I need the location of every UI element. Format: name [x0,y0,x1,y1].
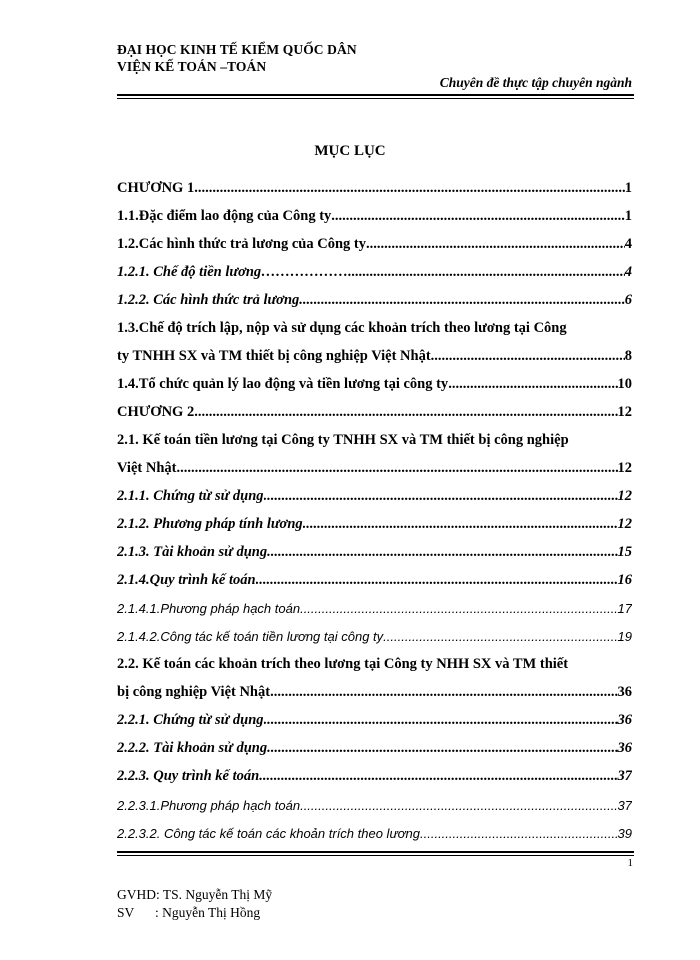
toc-entry-page: 12 [617,516,632,533]
footer-rule-thin [117,855,634,856]
toc-entry-2-2-3-2[interactable] [117,819,632,847]
toc-entry-2-1-4-2[interactable] [117,623,632,651]
toc-entry-page: 19 [617,629,632,645]
toc-entry-chuong-2[interactable] [117,398,632,426]
toc-entry-text: CHƯƠNG 1 [117,179,195,196]
toc-entry-text: Các hình thức trả lương của Công ty [138,235,366,252]
toc-entry-page: 4 [624,263,632,280]
toc-entry-page: 36 [617,684,632,701]
university-name: ĐẠI HỌC KINH TẾ KIỂM QUỐC DÂN [117,42,357,57]
toc-entry-2-2-2[interactable] [117,735,632,763]
toc-entry-text: Đặc điểm lao động của Công ty [138,207,332,224]
toc-entry-1-4[interactable] [117,370,632,398]
header-rule-thin [117,98,634,99]
toc-entry-number: 1.1. [117,207,139,224]
toc-entry-text-line1: 2.2. Kế toán các khoản trích theo lương tại Công ty NHH SX và TM thiết [117,656,569,673]
toc-entry-1-1[interactable] [117,202,632,230]
page-number: 1 [627,857,633,869]
toc-entry-text: bị công nghiệp Việt Nhật [117,684,271,701]
toc-entry-text: 2.1.4.2.Công tác kế toán tiền lương tại công ty [117,629,384,645]
toc-entry-text: 2.1.1. Chứng từ sử dụng [117,488,264,505]
table-of-contents [117,174,632,847]
toc-entry-page: 1 [624,207,632,224]
supervisor-line: GVHD: TS. Nguyễn Thị Mỹ [117,887,273,902]
toc-entry-number: 1.2. [117,235,139,252]
toc-entry-page: 6 [624,291,632,308]
toc-entry-text: 1.2.2. Các hình thức trả lương [117,291,300,308]
toc-entry-text: CHƯƠNG 2 [117,403,195,420]
toc-entry-text: 2.2.3. Quy trình kế toán [117,768,260,785]
toc-entry-page: 36 [617,712,632,729]
toc-entry-2-1-4[interactable] [117,567,632,595]
toc-entry-page: 36 [617,740,632,757]
toc-entry-text: 2.2.3.2. Công tác kế toán các khoản trích theo lương [117,825,421,841]
toc-entry-text: 2.1.2. Phương pháp tính lương [117,516,303,533]
student-label: SV [117,905,135,920]
toc-entry-2-1-1[interactable] [117,483,632,511]
toc-entry-page: 10 [617,375,632,392]
toc-entry-text: 2.1.3. Tài khoản sử dụng [117,544,268,561]
toc-entry-text: ty TNHH SX và TM thiết bị công nghiệp Việt Nhật [117,347,431,364]
toc-entry-page: 4 [624,235,632,252]
toc-entry-text-line1: 2.1. Kế toán tiền lương tại Công ty TNHH SX và TM thiết bị công nghiệp [117,431,569,448]
toc-entry-text: 2.1.4.Quy trình kế toán [117,572,256,589]
header-rule-thick [117,94,634,96]
toc-entry-1-2[interactable] [117,230,632,258]
toc-entry-2-2-1[interactable] [117,707,632,735]
toc-entry-page: 1 [624,179,632,196]
toc-entry-2-1-3[interactable] [117,539,632,567]
toc-entry-text: 2.1.4.1.Phương pháp hạch toán [117,601,301,617]
toc-entry-2-1[interactable] [117,426,632,482]
toc-entry-2-2[interactable] [117,651,632,707]
toc-entry-text: 2.2.1. Chứng từ sử dụng [117,712,264,729]
report-type: Chuyên đề thực tập chuyên ngành [439,75,632,90]
toc-entry-page: 17 [617,601,632,617]
toc-entry-text: Việt Nhật [117,459,177,476]
footer-rule-thick [117,851,634,853]
toc-entry-page: 8 [624,347,632,364]
toc-entry-page: 39 [617,825,632,841]
toc-entry-2-2-3[interactable] [117,763,632,791]
toc-entry-page: 37 [617,797,632,813]
toc-entry-page: 12 [617,403,632,420]
toc-entry-text: 1.2.1. Chế độ tiền lương………………. [117,263,352,280]
toc-entry-text: 1.4.Tổ chức quản lý lao động và tiền lương tại công ty [117,375,449,392]
toc-entry-page: 12 [617,488,632,505]
toc-entry-page: 15 [617,544,632,561]
toc-entry-2-1-4-1[interactable] [117,595,632,623]
toc-entry-1-2-1[interactable] [117,258,632,286]
toc-entry-page: 16 [617,572,632,589]
toc-entry-1-3[interactable] [117,314,632,370]
toc-entry-page: 37 [617,768,632,785]
student-name: : Nguyễn Thị Hồng [155,905,261,920]
toc-entry-text: 2.2.3.1.Phương pháp hạch toán [117,797,301,813]
toc-entry-text-line1: 1.3.Chế độ trích lập, nộp và sử dụng các khoản trích theo lương tại Công [117,319,567,336]
institute-name: VIỆN KẾ TOÁN –TOÁN [117,59,267,74]
toc-entry-chuong-1[interactable] [117,174,632,202]
toc-entry-1-2-2[interactable] [117,286,632,314]
toc-entry-2-2-3-1[interactable] [117,791,632,819]
toc-entry-2-1-2[interactable] [117,511,632,539]
toc-entry-page: 12 [617,459,632,476]
toc-title: MỤC LỤC [314,143,386,159]
toc-entry-text: 2.2.2. Tài khoản sử dụng [117,740,268,757]
